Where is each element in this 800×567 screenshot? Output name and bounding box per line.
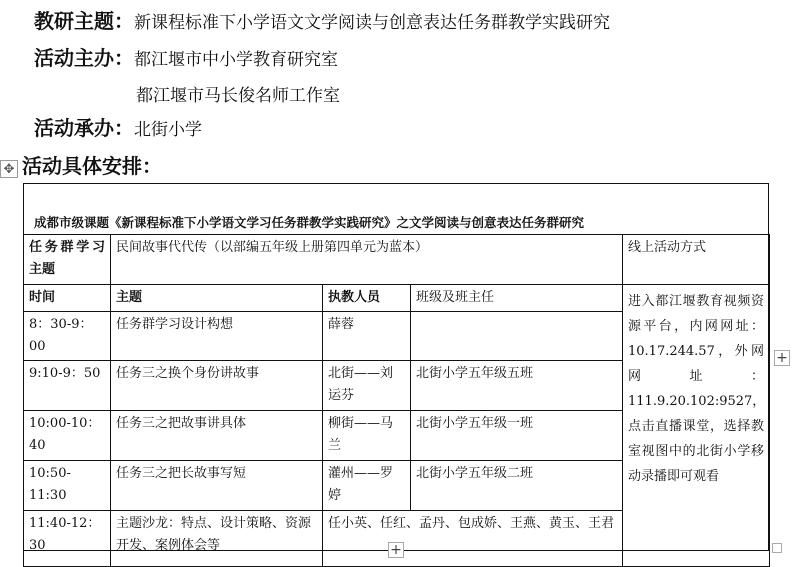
col-time: 时间 [24, 285, 111, 312]
col-topic: 主题 [111, 285, 323, 312]
row-topic: 任务群学习设计构想 [111, 312, 323, 361]
row-teacher: 薛蓉 [323, 312, 411, 361]
online-label: 线上活动方式 [623, 235, 770, 285]
row-topic: 任务三之把长故事写短 [111, 461, 323, 511]
organizer-value: 北街小学 [134, 120, 202, 140]
schedule-label: 活动具体安排： [22, 154, 162, 178]
online-info: 进入都江堰教育视频资源平台，内网网址：10.17.244.57，外网网址：111.9.20.102:9527，点击直播课堂，选择教室视图中的北街小学移动录播即可观看 [623, 285, 770, 567]
organizer-label: 活动承办： [34, 116, 134, 140]
theme-row [24, 235, 770, 285]
row-teacher: 柳街——马兰 [323, 411, 411, 461]
host-value-1: 都江堰市中小学教育研究室 [134, 50, 338, 70]
row-topic: 主题沙龙：特点、设计策略、资源开发、案例体会等 [111, 511, 323, 567]
topic-label: 教研主题： [34, 9, 134, 33]
host-line [34, 47, 338, 71]
theme-value: 民间故事代代传（以部编五年级上册第四单元为蓝本） [111, 235, 623, 285]
schedule-table [23, 183, 769, 551]
row-topic: 任务三之把故事讲具体 [111, 411, 323, 461]
host-line-2 [136, 84, 340, 107]
row-class [411, 312, 623, 361]
add-row-plus-icon[interactable]: + [388, 542, 404, 558]
row-teacher: 任小英、任红、孟丹、包成娇、王燕、黄玉、王君 [323, 511, 623, 567]
row-class: 北街小学五年级二班 [411, 461, 623, 511]
schedule-grid [23, 234, 770, 567]
col-class: 班级及班主任 [411, 285, 623, 312]
topic-line [34, 10, 610, 34]
row-class: 北街小学五年级五班 [411, 361, 623, 411]
row-teacher: 灌州——罗婷 [323, 461, 411, 511]
theme-label: 任务群学习主题 [24, 235, 111, 285]
table-caption: 成都市级课题《新课程标准下小学语文学习任务群教学实践研究》之文学阅读与创意表达任务群研究 [34, 215, 585, 230]
row-time: 9:10-9：50 [24, 361, 111, 411]
row-teacher: 北街——刘运芬 [323, 361, 411, 411]
organizer-line [34, 117, 202, 141]
row-topic: 任务三之换个身份讲故事 [111, 361, 323, 411]
resize-table-handle[interactable] [772, 543, 782, 553]
row-time: 11:40-12：30 [24, 511, 111, 567]
col-teacher: 执教人员 [323, 285, 411, 312]
host-value-2: 都江堰市马长俊名师工作室 [136, 86, 340, 106]
row-time: 8：30-9：00 [24, 312, 111, 361]
host-label: 活动主办： [34, 46, 134, 70]
header-row [24, 285, 770, 312]
row-time: 10:00-10：40 [24, 411, 111, 461]
add-column-plus-icon[interactable]: + [774, 350, 790, 366]
row-time: 10:50-11:30 [24, 461, 111, 511]
topic-value: 新课程标准下小学语文文学阅读与创意表达任务群教学实践研究 [134, 13, 610, 33]
row-class: 北街小学五年级一班 [411, 411, 623, 461]
move-icon[interactable]: ✥ [0, 160, 18, 178]
